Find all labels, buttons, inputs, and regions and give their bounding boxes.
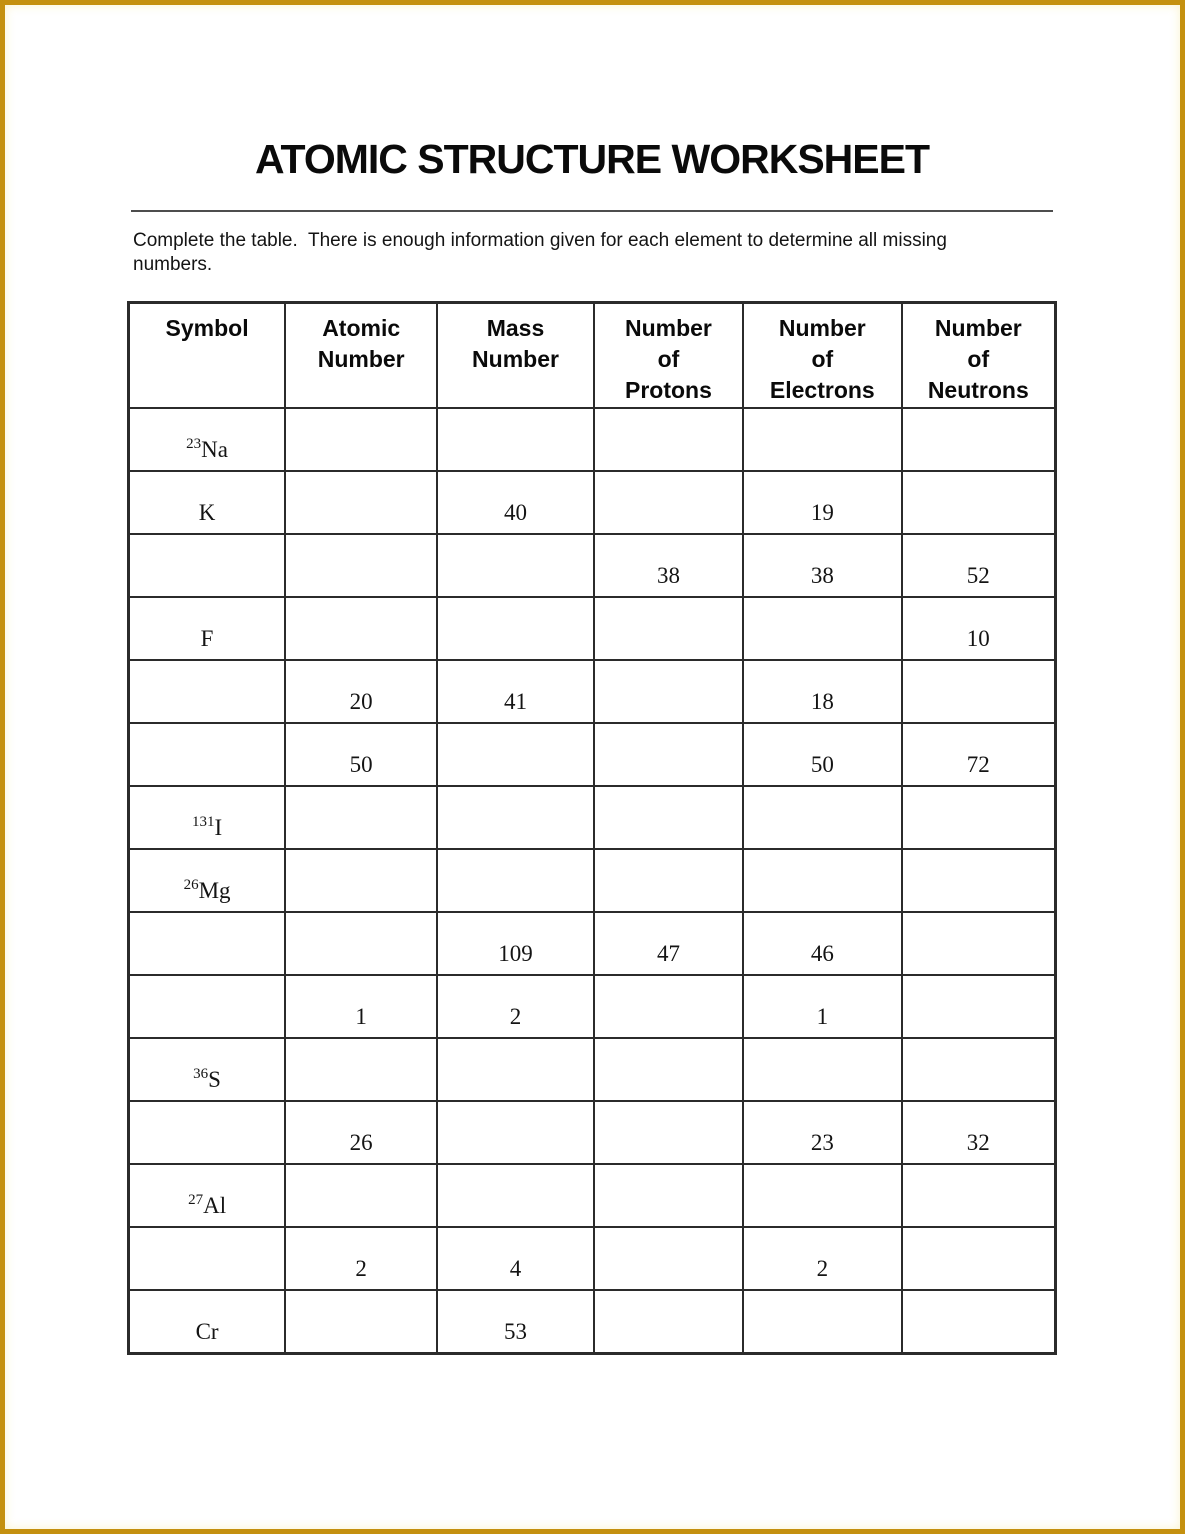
cell-mass-number	[437, 408, 594, 471]
header-line: Number	[934, 315, 1022, 341]
element-symbol: Mg	[198, 878, 231, 903]
cell-symbol	[129, 1164, 286, 1227]
cell-atomic-number: 2	[285, 1227, 437, 1290]
cell-mass-number: 4	[437, 1227, 594, 1290]
cell-atomic-number	[285, 597, 437, 660]
header-line: Number	[624, 315, 712, 341]
title-divider	[131, 210, 1053, 212]
element-symbol: F	[200, 626, 214, 651]
cell-electrons: 50	[743, 723, 902, 786]
cell-symbol	[129, 660, 286, 723]
cell-protons	[594, 408, 743, 471]
cell-neutrons	[902, 1164, 1056, 1227]
isotope-mass-superscript: 27	[188, 1192, 204, 1208]
table-row	[129, 1290, 1056, 1353]
table-row	[129, 1038, 1056, 1101]
cell-symbol	[129, 1101, 286, 1164]
cell-protons	[594, 975, 743, 1038]
table-row	[129, 597, 1056, 660]
cell-electrons	[743, 849, 902, 912]
cell-mass-number	[437, 723, 594, 786]
cell-protons	[594, 1164, 743, 1227]
cell-electrons: 2	[743, 1227, 902, 1290]
cell-protons	[594, 471, 743, 534]
cell-protons	[594, 1038, 743, 1101]
isotope-mass-superscript: 23	[186, 436, 202, 452]
cell-protons	[594, 597, 743, 660]
element-symbol: Al	[203, 1193, 227, 1218]
cell-symbol	[129, 597, 286, 660]
cell-neutrons: 10	[902, 597, 1056, 660]
cell-mass-number: 2	[437, 975, 594, 1038]
cell-mass-number	[437, 597, 594, 660]
column-header-neutrons	[902, 303, 1056, 409]
cell-protons	[594, 1227, 743, 1290]
cell-atomic-number: 50	[285, 723, 437, 786]
cell-symbol	[129, 849, 286, 912]
element-symbol: S	[208, 1067, 221, 1092]
column-header-mass-number	[437, 303, 594, 409]
element-symbol: K	[198, 500, 216, 525]
cell-electrons	[743, 408, 902, 471]
cell-neutrons	[902, 1227, 1056, 1290]
header-line: of	[657, 346, 680, 372]
header-line: Neutrons	[927, 377, 1029, 403]
cell-mass-number: 41	[437, 660, 594, 723]
cell-atomic-number	[285, 534, 437, 597]
cell-symbol	[129, 471, 286, 534]
cell-symbol	[129, 1038, 286, 1101]
table-row	[129, 975, 1056, 1038]
cell-atomic-number	[285, 912, 437, 975]
cell-electrons: 46	[743, 912, 902, 975]
cell-protons	[594, 849, 743, 912]
cell-neutrons	[902, 786, 1056, 849]
cell-atomic-number: 26	[285, 1101, 437, 1164]
header-line: Electrons	[769, 377, 875, 403]
table-row	[129, 786, 1056, 849]
page-title: ATOMIC STRUCTURE WORKSHEET	[254, 136, 930, 182]
column-header-electrons	[743, 303, 902, 409]
cell-mass-number	[437, 786, 594, 849]
header-line: Protons	[625, 377, 712, 403]
cell-mass-number	[437, 1101, 594, 1164]
table-row	[129, 912, 1056, 975]
cell-electrons: 1	[743, 975, 902, 1038]
cell-symbol	[129, 975, 286, 1038]
table-row	[129, 1227, 1056, 1290]
cell-atomic-number	[285, 1290, 437, 1353]
element-symbol: Cr	[195, 1318, 219, 1344]
cell-atomic-number	[285, 471, 437, 534]
cell-protons	[594, 1290, 743, 1353]
cell-mass-number	[437, 1164, 594, 1227]
header-line: Number	[472, 346, 559, 372]
table-row	[129, 471, 1056, 534]
cell-electrons: 18	[743, 660, 902, 723]
isotope-mass-superscript: 36	[193, 1066, 209, 1082]
cell-protons	[594, 1101, 743, 1164]
cell-symbol	[129, 534, 286, 597]
cell-symbol	[129, 1290, 286, 1353]
cell-protons	[594, 786, 743, 849]
cell-mass-number	[437, 849, 594, 912]
table-row	[129, 849, 1056, 912]
element-symbol: I	[214, 815, 223, 840]
cell-neutrons: 52	[902, 534, 1056, 597]
cell-protons	[594, 660, 743, 723]
cell-symbol	[129, 723, 286, 786]
cell-neutrons	[902, 471, 1056, 534]
header-line: Symbol	[165, 315, 249, 341]
cell-symbol	[129, 786, 286, 849]
isotope-mass-superscript: 26	[183, 877, 199, 893]
cell-atomic-number	[285, 786, 437, 849]
cell-electrons: 19	[743, 471, 902, 534]
column-header-symbol	[129, 303, 286, 409]
cell-atomic-number	[285, 408, 437, 471]
cell-symbol	[129, 912, 286, 975]
table-row	[129, 534, 1056, 597]
table-header-row	[129, 303, 1056, 409]
header-line: of	[811, 346, 834, 372]
cell-protons: 38	[594, 534, 743, 597]
cell-mass-number: 109	[437, 912, 594, 975]
table-row	[129, 1164, 1056, 1227]
cell-atomic-number	[285, 1164, 437, 1227]
column-header-atomic-number	[285, 303, 437, 409]
cell-symbol	[129, 408, 286, 471]
cell-electrons	[743, 786, 902, 849]
cell-symbol	[129, 1227, 286, 1290]
cell-neutrons: 32	[902, 1101, 1056, 1164]
cell-neutrons: 72	[902, 723, 1056, 786]
cell-electrons	[743, 1290, 902, 1353]
cell-neutrons	[902, 1290, 1056, 1353]
cell-protons	[594, 723, 743, 786]
cell-mass-number: 53	[437, 1290, 594, 1353]
header-line: Number	[317, 346, 405, 372]
table-row	[129, 1101, 1056, 1164]
cell-atomic-number	[285, 849, 437, 912]
cell-atomic-number	[285, 1038, 437, 1101]
header-line: of	[967, 346, 990, 372]
cell-atomic-number: 1	[285, 975, 437, 1038]
cell-electrons	[743, 1038, 902, 1101]
cell-neutrons	[902, 660, 1056, 723]
cell-mass-number: 40	[437, 471, 594, 534]
header-line: Number	[778, 315, 866, 341]
cell-electrons: 23	[743, 1101, 902, 1164]
cell-neutrons	[902, 1038, 1056, 1101]
cell-mass-number	[437, 1038, 594, 1101]
cell-protons: 47	[594, 912, 743, 975]
cell-neutrons	[902, 975, 1056, 1038]
instructions-text: Complete the table. There is enough information given for each element to determine all missing numbers.	[133, 230, 953, 275]
cell-neutrons	[902, 849, 1056, 912]
cell-neutrons	[902, 408, 1056, 471]
table-row	[129, 723, 1056, 786]
cell-electrons: 38	[743, 534, 902, 597]
column-header-protons	[594, 303, 743, 409]
table-row	[129, 408, 1056, 471]
cell-neutrons	[902, 912, 1056, 975]
cell-electrons	[743, 1164, 902, 1227]
atomic-structure-table	[127, 301, 1057, 1355]
table-row	[129, 660, 1056, 723]
cell-electrons	[743, 597, 902, 660]
header-line: Atomic	[322, 315, 401, 341]
element-symbol: Na	[201, 437, 228, 462]
isotope-mass-superscript: 131	[191, 814, 215, 830]
header-line: Mass	[486, 315, 545, 341]
cell-mass-number	[437, 534, 594, 597]
cell-atomic-number: 20	[285, 660, 437, 723]
